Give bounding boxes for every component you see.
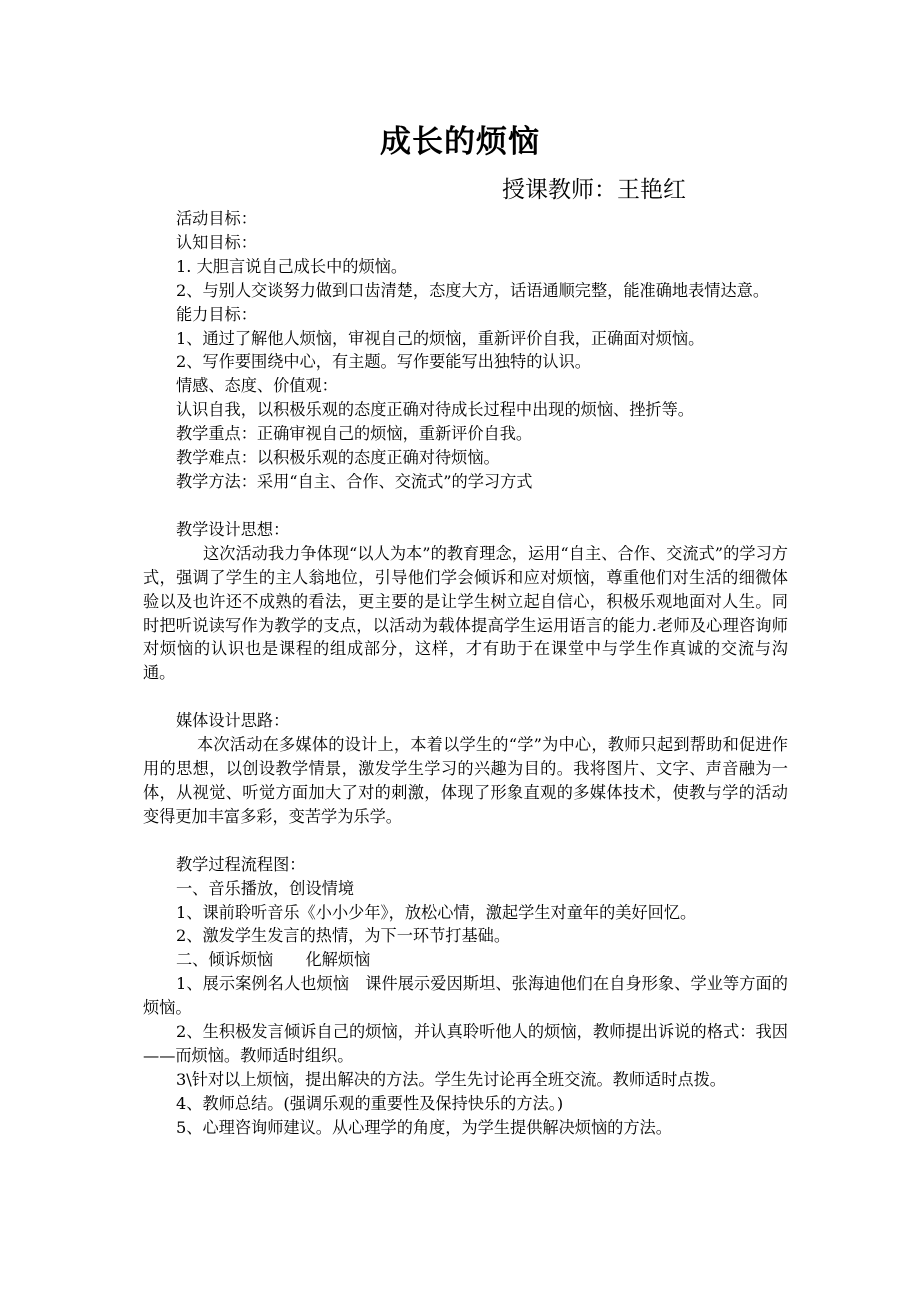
- step2-heading: 二、倾诉烦恼 化解烦恼: [176, 950, 371, 970]
- blank-line: [143, 494, 788, 518]
- key-point: 教学重点：正确审视自己的烦恼，重新评价自我。: [176, 424, 533, 444]
- blank-line: [143, 685, 788, 709]
- teacher-line: 授课教师：王艳红: [502, 177, 686, 203]
- emotion-heading: 情感、态度、价值观：: [176, 376, 338, 396]
- step1-heading: 一、音乐播放，创设情境: [176, 878, 355, 898]
- ability-item-2: 2、写作要围绕中心，有主题。写作要能写出独特的认识。: [176, 352, 591, 372]
- emotion-text: 认识自我，以积极乐观的态度正确对待成长过程中出现的烦恼、挫折等。: [176, 400, 694, 420]
- step2-item-2: 2、生积极发言倾诉自己的烦恼，并认真聆听他人的烦恼，教师提出诉说的格式：我因——而烦恼。教师适时组织。: [143, 1022, 788, 1065]
- blank-line: [143, 829, 788, 853]
- step2-item-4: 4、教师总结。(强调乐观的重要性及保持快乐的方法。): [176, 1093, 564, 1113]
- difficulty: 教学难点：以积极乐观的态度正确对待烦恼。: [176, 448, 500, 468]
- step1-item-1: 1、课前聆听音乐《小小少年》，放松心情，激起学生对童年的美好回忆。: [176, 902, 697, 922]
- document-title: 成长的烦恼: [380, 124, 540, 160]
- step2-item-3: 3\针对以上烦恼，提出解决的方法。学生先讨论再全班交流。教师适时点拨。: [176, 1069, 726, 1089]
- step1-item-2: 2、激发学生发言的热情，为下一环节打基础。: [176, 926, 511, 946]
- teaching-method: 教学方法：采用“自主、合作、交流式”的学习方式: [176, 471, 533, 491]
- cognitive-heading: 认知目标：: [176, 232, 257, 252]
- design-text: 这次活动我力争体现“以人为本”的教育理念，运用“自主、合作、交流式”的学习方式，强调了学生的主人翁地位，引导他们学会倾诉和应对烦恼，尊重他们对生活的细微体验以及也许还不成熟的看法，更主要的是让学生树立起自信心，积极乐观地面对人生。同时把听说读写作为教学的支点，以活动为载体提高学生运用语言的能力.老师及心理咨询师对烦恼的认识也是课程的组成部分，这样，才有助于在课堂中与学生作真诚的交流与沟通。: [143, 543, 788, 683]
- step2-item-5: 5、心理咨询师建议。从心理学的角度，为学生提供解决烦恼的方法。: [176, 1117, 672, 1137]
- ability-heading: 能力目标：: [176, 304, 257, 324]
- cognitive-item-2: 2、与别人交谈努力做到口齿清楚，态度大方，话语通顺完整，能准确地表情达意。: [176, 280, 770, 300]
- step2-item-1: 1、展示案例名人也烦恼 课件展示爱因斯坦、张海迪他们在自身形象、学业等方面的烦恼。: [143, 974, 788, 1018]
- design-heading: 教学设计思想：: [176, 519, 290, 539]
- objectives-heading: 活动目标：: [176, 209, 257, 228]
- ability-item-1: 1、通过了解他人烦恼，审视自己的烦恼，重新评价自我，正确面对烦恼。: [176, 328, 705, 348]
- process-heading: 教学过程流程图：: [176, 854, 306, 874]
- document-body: [143, 207, 788, 1140]
- media-heading: 媒体设计思路：: [176, 711, 290, 731]
- cognitive-item-1: 1. 大胆言说自己成长中的烦恼。: [176, 256, 408, 276]
- media-text: 本次活动在多媒体的设计上，本着以学生的“学”为中心，教师只起到帮助和促进作用的思想，以创设教学情景，激发学生学习的兴趣为目的。我将图片、文字、声音融为一体，从视觉、听觉方面加大了对的刺激，体现了形象直观的多媒体技术，使教与学的活动变得更加丰富多彩，变苦学为乐学。: [143, 735, 788, 826]
